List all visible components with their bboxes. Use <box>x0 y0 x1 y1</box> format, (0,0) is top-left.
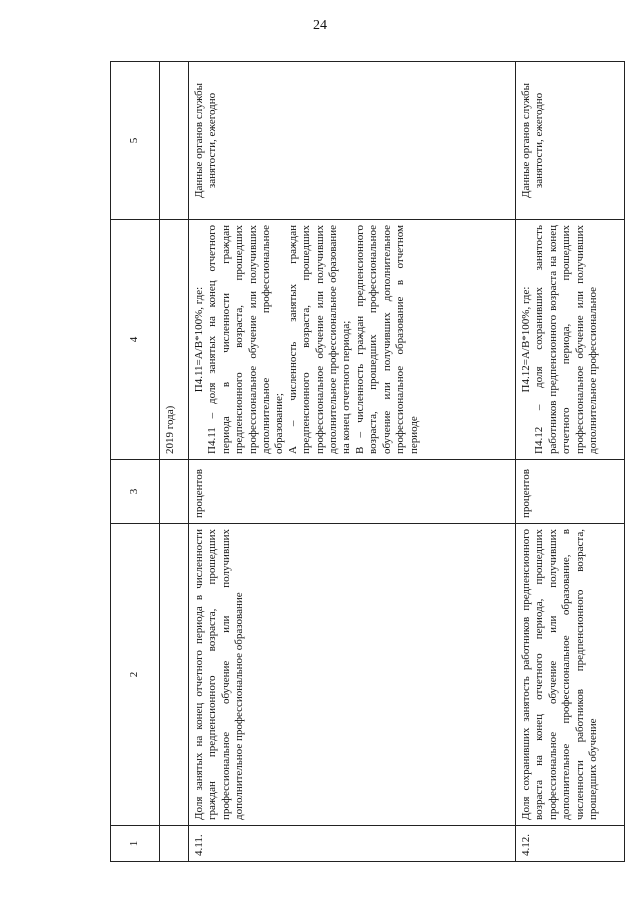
formula: П4.12=А/В*100%, где: <box>520 286 532 393</box>
header-cell-4: 4 <box>111 220 160 460</box>
indicator-name: Доля занятых на конец отчетного периода в численности граждан предпенсионного возраста, прошедших профессиональное обучение или получивших дополнительное профессиональное образование <box>189 524 516 826</box>
rotated-table <box>110 62 600 862</box>
calculation-method <box>189 220 516 460</box>
method-line: П4.11 – доля занятых на конец отчетного периода в численности граждан предпенсионного возраста, прошедших профессиональное обучение или получивших дополнительное профессиональное образование; <box>206 225 286 454</box>
indicator-name: Доля сохранивших занятость работников предпенсионного возраста на конец отчетного периода, прошедших профессиональное обучение или получивших дополнительное профессиональное образование, в численности работников предпенсионного возраста, прошедших обучение <box>516 524 625 826</box>
table-row-4-11 <box>189 62 516 862</box>
header-cell-5: 5 <box>111 62 160 220</box>
method-line: П4.12 – доля сохранивших занятость работников предпенсионного возраста на конец отчетного периода, прошедших профессиональное обучение или получивших дополнительное профессиональное <box>533 225 600 454</box>
unit-of-measure: процентов <box>189 460 516 524</box>
data-source: Данные органов службы занятости, ежегодно <box>516 62 625 220</box>
continuation-row <box>160 62 189 862</box>
unit-of-measure: процентов <box>516 460 625 524</box>
row-number: 4.12. <box>516 826 625 862</box>
indicator-table-frame <box>110 62 600 862</box>
page-number: 24 <box>313 18 327 33</box>
table-row-4-12 <box>516 62 625 862</box>
row-number: 4.11. <box>189 826 516 862</box>
formula: П4.11=А/В*100%, где: <box>193 286 205 393</box>
data-source: Данные органов службы занятости, ежегодно <box>189 62 516 220</box>
calculation-method <box>516 220 625 460</box>
indicator-table <box>110 61 625 862</box>
method-line: В – численность граждан предпенсионного возраста, прошедших профессиональное обучение или получивших дополнительное профессиональное образование в отчетном периоде <box>353 225 420 454</box>
continuation-cell: 2019 года) <box>160 220 189 460</box>
header-row <box>111 62 160 862</box>
method-line: А – численность занятых граждан предпенсионного возраста, прошедших профессиональное обучение или получивших дополнительное профессиональное образование на конец отчетного периода; <box>286 225 353 454</box>
header-cell-3: 3 <box>111 460 160 524</box>
header-cell-1: 1 <box>111 826 160 862</box>
header-cell-2: 2 <box>111 524 160 826</box>
